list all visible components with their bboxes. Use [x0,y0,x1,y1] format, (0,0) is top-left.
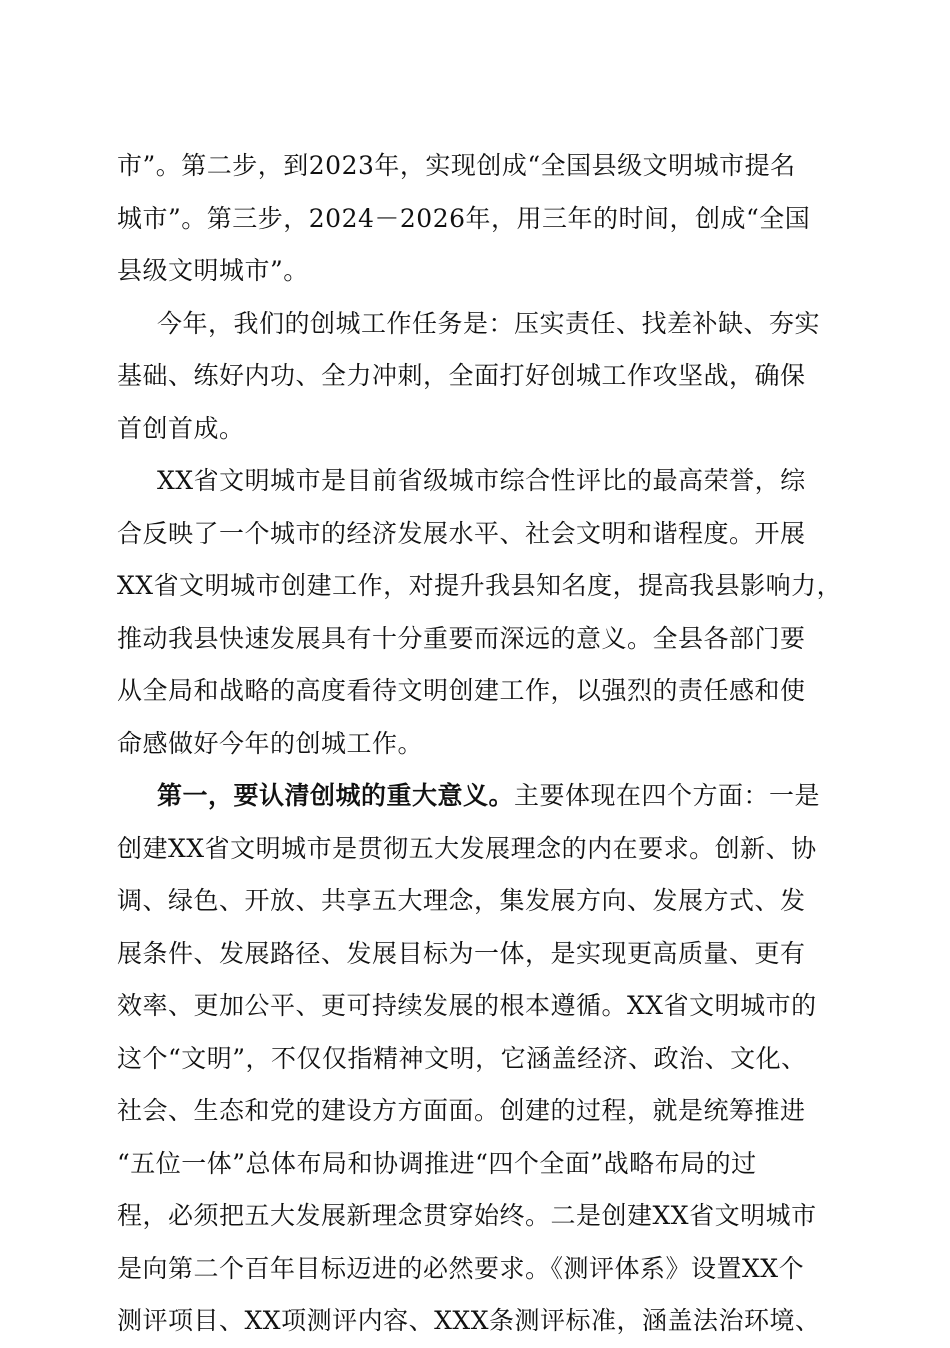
text-line: 创建XX省文明城市是贯彻五大发展理念的内在要求。创新、协 [117,833,817,863]
text-line: 基础、练好内功、全力冲刺，全面打好创城工作攻坚战，确保 [117,361,806,390]
text-line: 合反映了一个城市的经济发展水平、社会文明和谐程度。开展 [117,518,806,548]
paragraph-start-line: 今年，我们的创城工作任务是：压实责任、找差补缺、夯实 [157,308,821,338]
text-line: 测评项目、XX项测评内容、XXX条测评标准，涵盖法治环境、 [117,1306,821,1335]
text-line: 调、绿色、开放、共享五大理念，集发展方向、发展方式、发 [117,886,806,915]
section-heading: 第一，要认清创城的重大意义。 [157,781,515,810]
text-line: “五位一体”总体布局和协调推进“四个全面”战略布局的过 [117,1148,757,1178]
section-intro-text: 主要体现在四个方面：一是 [514,781,821,810]
text-line: 县级文明城市”。 [117,256,309,285]
paragraph-start-line: XX省文明城市是目前省级城市综合性评比的最高荣誉，综 [157,466,806,495]
text-line: 是向第二个百年目标迈进的必然要求。《测评体系》设置XX个 [117,1253,805,1283]
text-line: 社会、生态和党的建设方方面面。创建的过程，就是统筹推进 [117,1096,806,1125]
text-line: 首创首成。 [117,413,245,443]
text-line: 市”。第二步，到2023年，实现创成“全国县级文明城市提名 [117,151,796,180]
text-line: 效率、更加公平、更可持续发展的根本遵循。XX省文明城市的 [117,991,817,1020]
text-line: XX省文明城市创建工作，对提升我县知名度，提高我县影响力， [117,571,843,600]
paragraph-start-line [117,770,833,823]
text-line: 命感做好今年的创城工作。 [117,728,424,758]
text-line: 城市”。第三步，2024－2026年，用三年的时间，创成“全国 [117,203,811,233]
text-line: 展条件、发展路径、发展目标为一体，是实现更高质量、更有 [117,938,806,968]
text-line: 这个“文明”，不仅仅指精神文明，它涵盖经济、政治、文化、 [117,1043,807,1073]
text-line: 推动我县快速发展具有十分重要而深远的意义。全县各部门要 [117,623,806,653]
text-line: 程，必须把五大发展新理念贯穿始终。二是创建XX省文明城市 [117,1201,817,1230]
text-line: 从全局和战略的高度看待文明创建工作，以强烈的责任感和使 [117,676,806,705]
document-body [117,140,843,1348]
